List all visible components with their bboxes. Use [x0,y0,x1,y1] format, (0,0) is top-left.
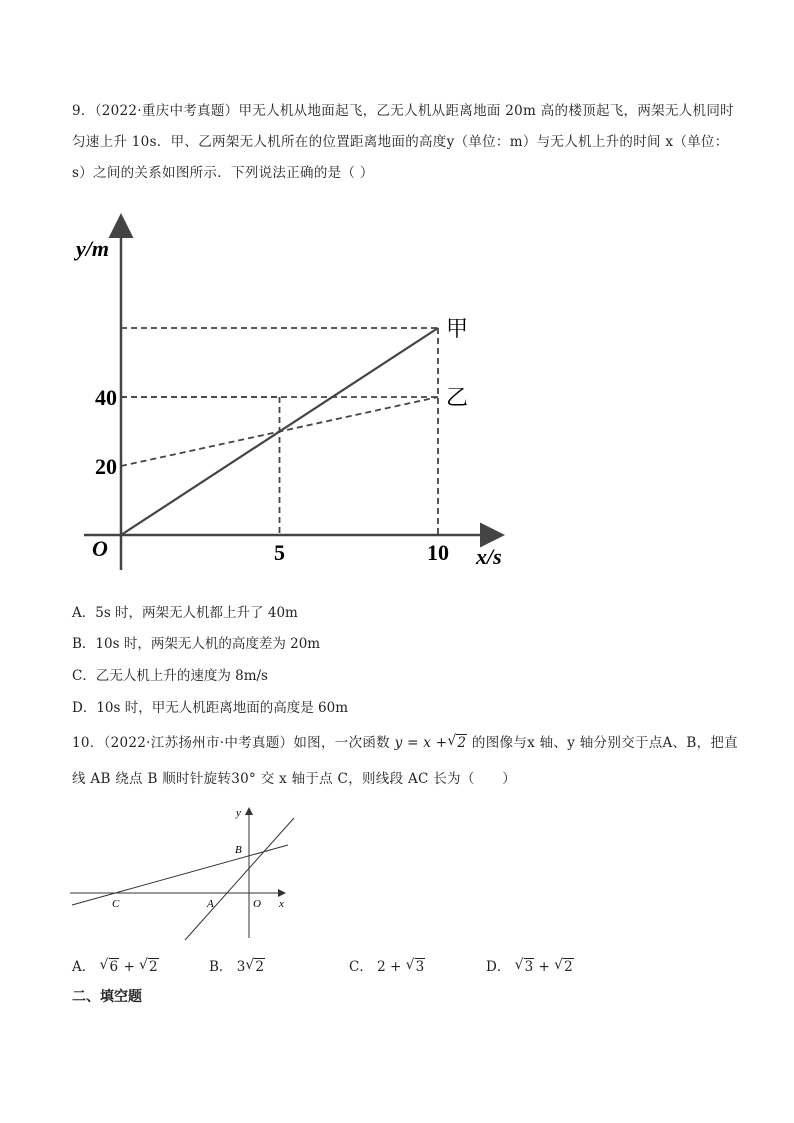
question-10-intro: 10．（2022·江苏扬州市·中考真题）如图，一次函数 [72,735,390,751]
point-o-label: O [253,898,261,910]
x-tick-label: 5 [274,540,285,565]
option-d[interactable]: D．10s 时，甲无人机距离地面的高度是 60m [72,700,348,716]
y-axis-label: y/m [76,236,109,261]
choice-a[interactable] [72,955,159,975]
sqrt-icon: √ [514,957,524,973]
choice-d-radicand-1: 3 [524,959,534,975]
sqrt-icon: √ [405,957,415,973]
question-10-line-1 [72,725,738,761]
choice-c[interactable] [349,955,425,975]
choice-b[interactable] [209,955,265,975]
sqrt-icon: √ [245,957,255,973]
x-tick-label: 10 [427,540,449,565]
y-tick-label: 40 [95,385,117,410]
choice-d[interactable] [486,955,574,975]
choice-d-letter: D． [486,959,511,975]
sqrt-icon: √ [447,733,457,749]
q10-x-label: x [279,898,284,910]
option-b[interactable]: B．10s 时，两架无人机的高度差为 20m [72,636,321,652]
point-a-label: A [207,898,214,910]
choice-b-radicand: 2 [255,959,264,975]
line-bc [72,845,288,905]
section-title: 二、填空题 [72,989,142,1005]
series-label-1: 甲 [446,316,469,341]
point-b-label: B [235,844,242,856]
line-ab [185,818,294,940]
choice-d-radicand-2: 2 [564,959,573,975]
sqrt-icon: √ [554,957,564,973]
height-time-chart [70,212,520,582]
choice-c-prefix: 2 + [377,959,402,975]
question-10-line-1-tail: 的图像与x 轴、y 轴分别交于点A、B，把直 [471,735,738,751]
option-c[interactable]: C．乙无人机上升的速度为 8m/s [72,668,268,684]
choice-a-operator: + [123,959,135,975]
function-radicand: 2 [457,735,467,751]
question-10-line-2: 线 AB 绕点 B 顺时针旋转30° 交 x 轴于点 C，则线段 AC 长为（ ） [72,771,517,787]
y-tick-label: 20 [95,454,117,479]
question-9-line-3: s）之间的关系如图所示．下列说法正确的是（ ） [72,165,374,181]
question-9-line-2: 匀速上升 10s．甲、乙两架无人机所在的位置距离地面的高度y（单位：m）与无人机上升的时间 x（单位： [72,134,729,150]
option-a[interactable]: A．5s 时，两架无人机都上升了 40m [72,605,298,621]
choice-a-letter: A． [72,959,96,975]
series-label-2: 乙 [446,385,469,410]
function-expression [395,735,472,751]
choice-a-radicand-2: 2 [149,959,158,975]
q10-figure [66,800,296,945]
choice-d-operator: + [538,959,550,975]
q10-y-label: y [236,807,241,819]
function-prefix: y = x + [394,735,448,751]
sqrt-icon: √ [99,957,109,973]
x-axis-label: x/s [476,544,502,569]
choice-b-letter: B． [209,959,233,975]
choice-c-radicand: 3 [415,959,425,975]
sqrt-icon: √ [139,957,148,973]
origin-label: O [92,536,108,561]
question-9 [72,96,732,189]
question-10 [72,725,738,797]
choice-b-coefficient: 3 [236,959,246,975]
point-c-label: C [112,898,120,910]
question-9-line-1: 9．（2022·重庆中考真题）甲无人机从地面起飞，乙无人机从距离地面 20m 高的楼顶起飞，两架无人机同时 [72,103,734,119]
choice-a-radicand-1: 6 [109,959,119,975]
choice-c-letter: C． [349,959,373,975]
